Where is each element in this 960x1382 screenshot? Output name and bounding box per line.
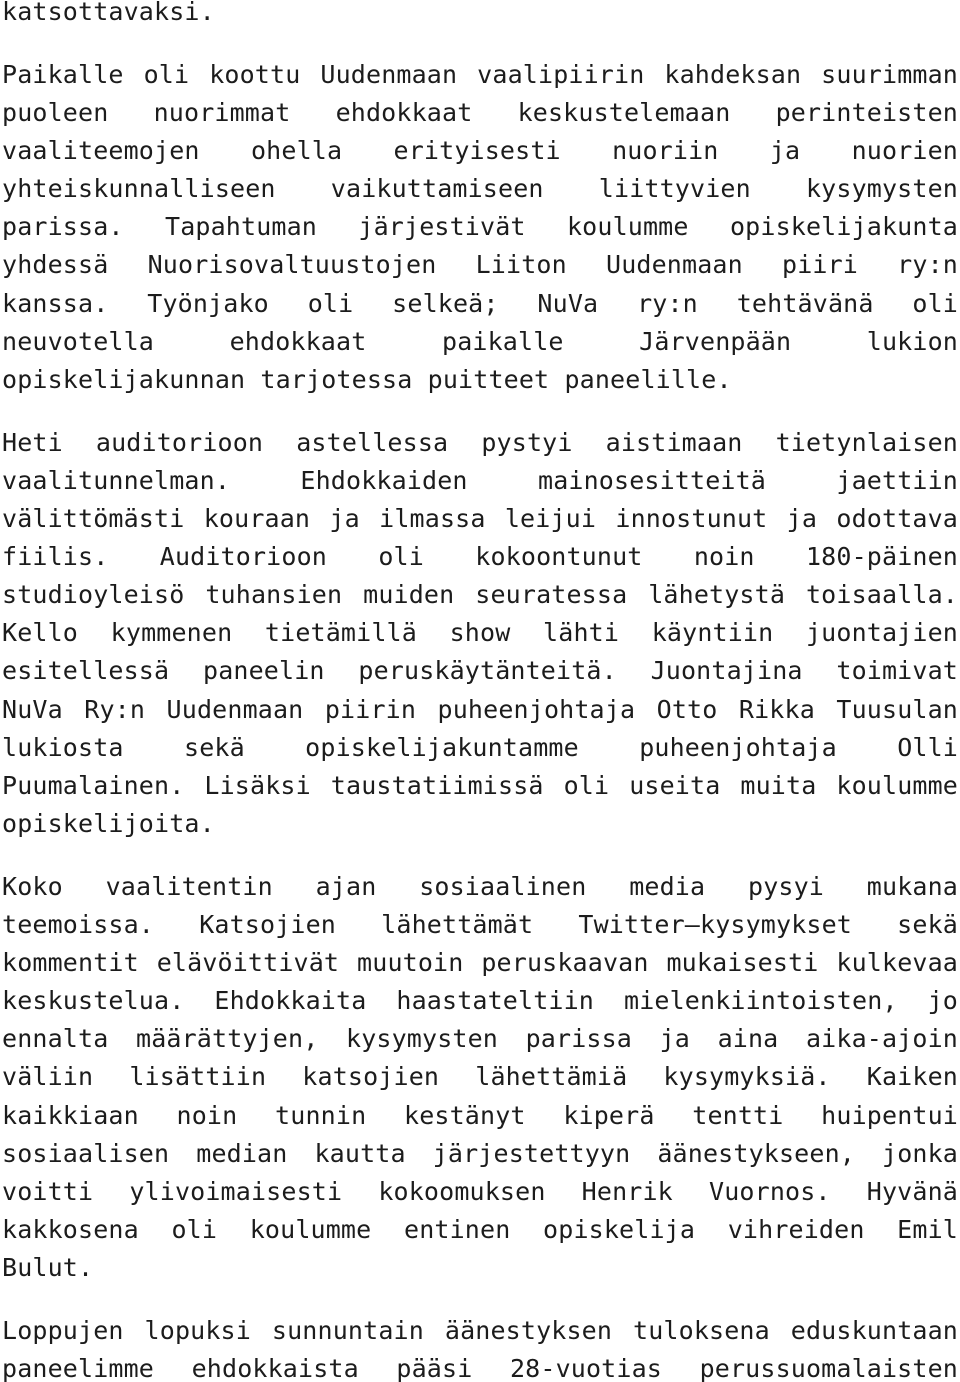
text-line: sosiaalisen median kautta järjestettyyn äänestykseen, jonka (2, 1138, 958, 1168)
text-line: kaikkiaan noin tunnin kestänyt kiperä tentti huipentui (2, 1100, 958, 1130)
text-line: fiilis. Auditorioon oli kokoontunut noin 180-päinen (2, 541, 958, 571)
text-line: vaaliteemojen ohella erityisesti nuoriin ja nuorien (2, 135, 958, 165)
text-line: puoleen nuorimmat ehdokkaat keskustelemaan perinteisten (2, 97, 958, 127)
text-line: opiskelijakunnan tarjotessa puitteet paneelille. (2, 364, 732, 394)
text-line: kommentit elävöittivät muutoin peruskaavan mukaisesti kulkevaa (2, 947, 958, 977)
text-line: väliin lisättiin katsojien lähettämiä kysymyksiä. Kaiken (2, 1062, 958, 1092)
text-line: neuvotella ehdokkaat paikalle Järvenpään lukion (2, 326, 958, 356)
text-line: kakkosena oli koulumme entinen opiskelija vihreiden Emil (2, 1215, 958, 1244)
text-line: keskustelua. Ehdokkaita haastateltiin mielenkiintoisten, jo (2, 986, 958, 1016)
text-line: kanssa. Työnjako oli selkeä; NuVa ry:n tehtävänä oli (2, 288, 958, 318)
text-line: studioyleisö tuhansien muiden seuratessa lähetystä toisaalla. (2, 580, 958, 610)
text-line: Koko vaalitentin ajan sosiaalinen media pysyi mukana (2, 871, 958, 901)
text-line: ennalta määrättyjen, kysymysten parissa ja aina aika-ajoin (2, 1024, 958, 1054)
text-line: Kello kymmenen tietämillä show lähti käyntiin juontajien (2, 618, 958, 648)
text-line: Paikalle oli koottu Uudenmaan vaalipiirin kahdeksan suurimman (2, 59, 958, 89)
text-line: teemoissa. Katsojien lähettämät Twitter–kysymykset sekä (2, 909, 958, 939)
text-line: paneelimme ehdokkaista pääsi 28-vuotias perussuomalaisten (2, 1354, 958, 1382)
text-line: vaalitunnelman. Ehdokkaiden mainosesitteitä jaettiin (2, 465, 958, 495)
text-line: voitti ylivoimaisesti kokoomuksen Henrik Vuornos. Hyvänä (2, 1176, 958, 1206)
text-line: Heti auditorioon astellessa pystyi aistimaan tietynlaisen (2, 427, 958, 457)
text-line: opiskelijoita. (2, 809, 215, 838)
text-line: katsottavaksi. (2, 0, 215, 26)
text-line: lukiosta sekä opiskelijakuntamme puheenjohtaja Olli (2, 732, 958, 762)
text-line: NuVa Ry:n Uudenmaan piirin puheenjohtaja Otto Rikka Tuusulan (2, 694, 958, 724)
text-line: Bulut. (2, 1253, 94, 1283)
text-line: Puumalainen. Lisäksi taustatiimissä oli useita muita koulumme (2, 770, 958, 800)
text-line: esitellessä paneelin peruskäytänteitä. Juontajina toimivat (2, 656, 958, 686)
text-line: yhteiskunnalliseen vaikuttamiseen liittyvien kysymysten (2, 174, 958, 204)
text-line: välittömästi kouraan ja ilmassa leijui innostunut ja odottava (2, 503, 958, 533)
text-line: Loppujen lopuksi sunnuntain äänestyksen tuloksena eduskuntaan (2, 1315, 958, 1345)
text-line: yhdessä Nuorisovaltuustojen Liiton Uudenmaan piiri ry:n (2, 250, 958, 280)
text-line: parissa. Tapahtuman järjestivät koulumme opiskelijakunta (2, 212, 958, 242)
